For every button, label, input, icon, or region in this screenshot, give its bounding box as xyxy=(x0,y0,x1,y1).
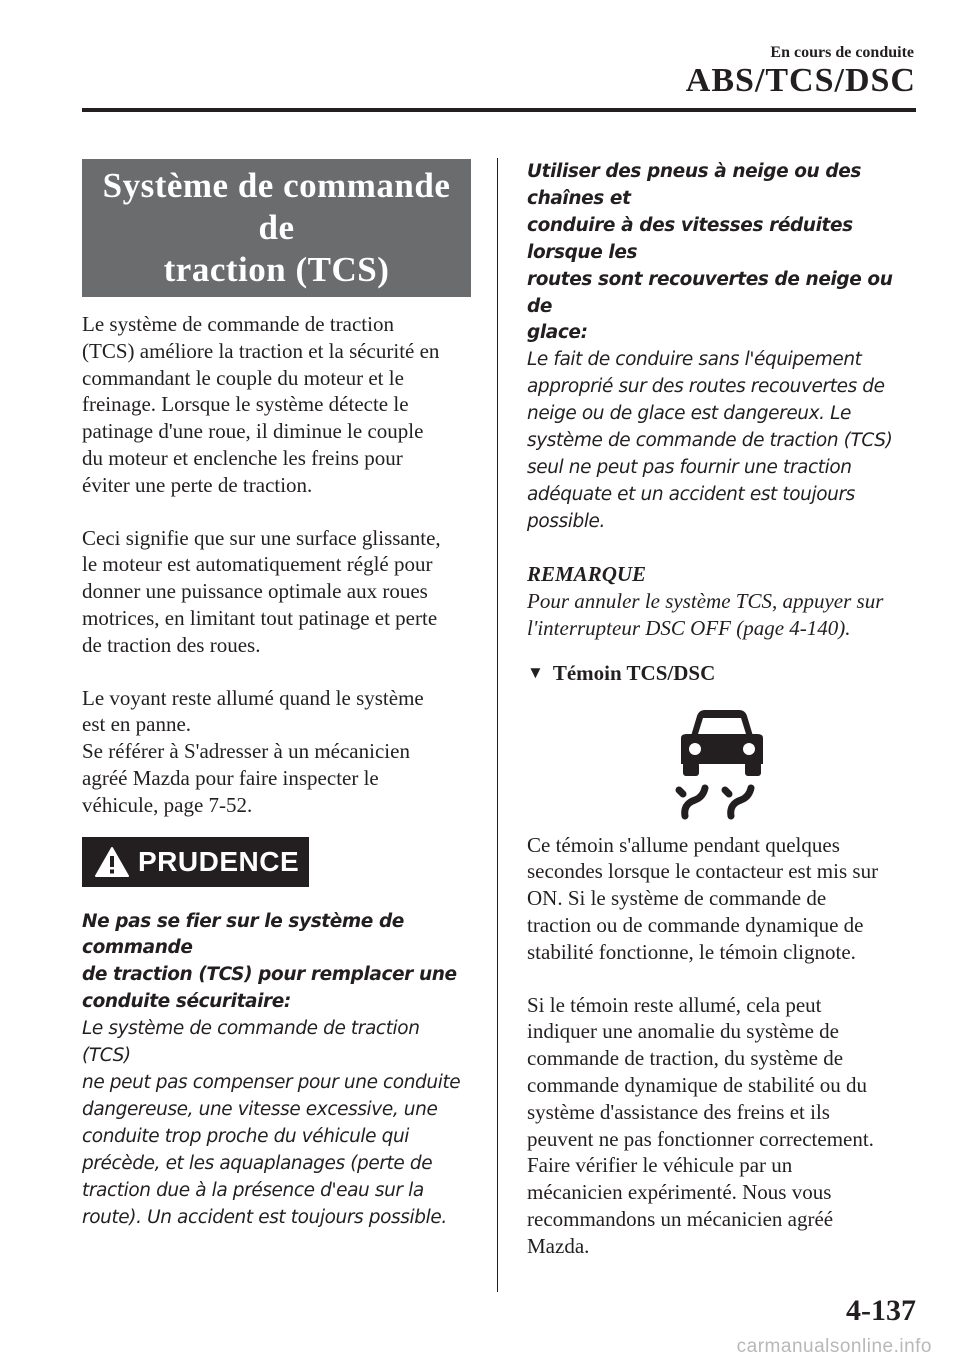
text-line: le moteur est automatiquement réglé pour xyxy=(82,552,433,577)
warning-heading-line: glace: xyxy=(527,322,588,344)
remarque-heading: REMARQUE xyxy=(527,561,647,586)
warning-heading-line: de traction (TCS) pour remplacer une xyxy=(82,964,457,986)
remarque-line: l'interrupteur DSC OFF (page 4-140). xyxy=(527,615,851,640)
text-line: Le voyant reste allumé quand le système xyxy=(82,685,424,710)
text-line: Ceci signifie que sur une surface glissante, xyxy=(82,525,441,550)
snow-warning-text xyxy=(527,159,917,536)
paragraph-indicator xyxy=(527,832,917,966)
caution-text xyxy=(82,909,471,1232)
text-line: commandant le couple du moteur et le xyxy=(82,365,404,390)
caution-banner xyxy=(82,837,309,887)
warning-body-line: précède, et les aquaplanages (perte de xyxy=(82,1152,433,1174)
paragraph-slippery xyxy=(82,525,471,659)
text-line: véhicule, page 7-52. xyxy=(82,792,253,817)
watermark-logo: carmanualsonline.info xyxy=(736,1336,932,1357)
left-column xyxy=(82,159,471,1231)
text-line: ON. Si le système de commande de xyxy=(527,886,827,911)
warning-body-line: conduite trop proche du véhicule qui xyxy=(82,1125,410,1147)
text-line: stabilité fonctionne, le témoin clignote. xyxy=(527,939,856,964)
section-heading-line-1: Système de commande de xyxy=(102,166,451,247)
warning-body-line: route). Un accident est toujours possible. xyxy=(82,1206,447,1228)
warning-body-line: ne peut pas compenser pour une conduite xyxy=(82,1071,461,1093)
text-line: (TCS) améliore la traction et la sécurité en xyxy=(82,338,440,363)
text-line: commande de traction, du système de xyxy=(527,1046,844,1071)
text-line: peuvent ne pas fonctionner correctement. xyxy=(527,1126,874,1151)
text-line: Le système de commande de traction xyxy=(82,312,394,336)
paragraph-malfunction xyxy=(82,685,471,819)
text-line: mécanicien expérimenté. Nous vous xyxy=(527,1180,832,1205)
text-line: traction ou de commande dynamique de xyxy=(527,913,864,938)
subheading-marker: ▼ xyxy=(527,663,544,683)
section-heading xyxy=(82,159,471,297)
warning-heading-line: Utiliser des pneus à neige ou des chaînes et xyxy=(527,161,861,209)
text-line: agréé Mazda pour faire inspecter le xyxy=(82,765,379,790)
section-heading-line-2: traction (TCS) xyxy=(163,250,390,289)
text-line: indiquer une anomalie du système de xyxy=(527,1019,839,1044)
remarque-body xyxy=(527,588,917,642)
subheading-text: Témoin TCS/DSC xyxy=(552,660,716,685)
text-line: système d'assistance des freins et ils xyxy=(527,1099,830,1124)
warning-heading-line: conduire à des vitesses réduites lorsque les xyxy=(527,214,853,263)
warning-body-line: Le fait de conduire sans l'équipement xyxy=(527,349,862,371)
paragraph-indicator-stays-on xyxy=(527,992,917,1260)
text-line: de traction des roues. xyxy=(82,632,261,657)
text-line: donner une puissance optimale aux roues xyxy=(82,579,428,604)
warning-body-line: système de commande de traction (TCS) xyxy=(527,430,893,452)
text-line: motrices, en limitant tout patinage et perte xyxy=(82,605,438,630)
warning-heading-line: conduite sécuritaire: xyxy=(82,991,291,1013)
page-number: 4-137 xyxy=(846,1294,916,1327)
warning-body-line: approprié sur des routes recouvertes de xyxy=(527,376,885,398)
text-line: Ce témoin s'allume pendant quelques xyxy=(527,832,840,857)
warning-body-line: seul ne peut pas fournir une traction xyxy=(527,456,852,478)
remarque-line: Pour annuler le système TCS, appuyer sur xyxy=(527,588,884,613)
warning-body-line: Le système de commande de traction (TCS) xyxy=(82,1018,420,1067)
subsection-heading xyxy=(527,661,917,686)
warning-body-line: adéquate et un accident est toujours xyxy=(527,483,855,505)
column-divider xyxy=(497,158,498,1292)
warning-heading-line: routes sont recouvertes de neige ou de xyxy=(527,268,893,317)
text-line: commande dynamique de stabilité ou du xyxy=(527,1073,867,1098)
text-line: Mazda. xyxy=(527,1233,590,1258)
text-line: du moteur et enclenche les freins pour xyxy=(82,445,403,470)
text-line: Se référer à S'adresser à un mécanicien xyxy=(82,739,410,764)
text-line: est en panne. xyxy=(82,712,192,737)
running-header-title: ABS/TCS/DSC xyxy=(685,62,916,99)
tcs-dsc-skid-car-icon xyxy=(673,708,771,820)
warning-body-line: possible. xyxy=(527,510,606,532)
right-column xyxy=(527,159,917,1286)
text-line: éviter une perte de traction. xyxy=(82,472,313,497)
warning-body-line: neige ou de glace est dangereux. Le xyxy=(527,403,852,425)
text-line: patinage d'une roue, il diminue le couple xyxy=(82,419,424,444)
paragraph-intro xyxy=(82,311,471,499)
caution-label: PRUDENCE xyxy=(138,845,300,877)
warning-heading-line: Ne pas se fier sur le système de commande xyxy=(82,910,404,959)
running-header-section: En cours de conduite xyxy=(770,44,914,61)
warning-body-line: dangereuse, une vitesse excessive, une xyxy=(82,1098,438,1120)
text-line: freinage. Lorsque le système détecte le xyxy=(82,392,409,417)
text-line: recommandons un mécanicien agréé xyxy=(527,1207,834,1232)
text-line: Faire vérifier le véhicule par un xyxy=(527,1153,793,1178)
warning-triangle-icon xyxy=(94,846,130,878)
text-line: secondes lorsque le contacteur est mis sur xyxy=(527,859,879,884)
header-rule xyxy=(82,108,916,112)
warning-body-line: traction due à la présence d'eau sur la xyxy=(82,1179,424,1201)
text-line: Si le témoin reste allumé, cela peut xyxy=(527,992,822,1017)
